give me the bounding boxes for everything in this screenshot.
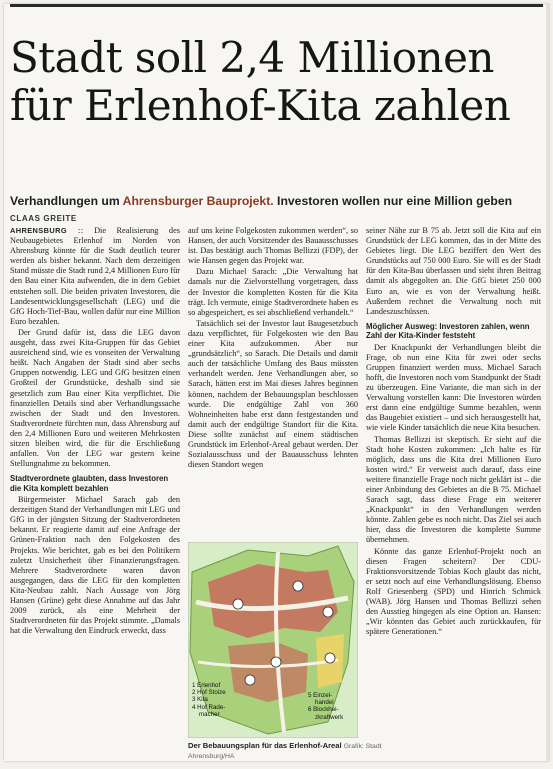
map-legend-left: 1 Erlenhof 2 Hof Stoize 3 Kita 4 Hof Rade- macher (192, 682, 226, 718)
author-byline: CLAAS GREITE (10, 214, 77, 223)
paragraph: Tatsächlich sei der Investor laut Baugesetzbuch dazu verpflichtet, für Folgekosten wie den Bau einer Kita aufzukommen. Aber nur „grundsätzlich“, so Sarach. Die Details und damit auch der tatsächliche Umfang des Baus müssten verhandelt werden. Jene Verhandlungen aber, so Sarach, hätten erst im Mai dieses Jahres beginnen können, nachdem der Bebauungsplan beschlossen wurde. Die endgültige Zahl von 360 Wohneinheiten habe erst dann festgestanden und damit auch der endgültige Standort für die Kita. Diese sollte zunächst auf einem städtischen Grundstück im Erlenhof-Areal gebaut werden. Der Sozialausschuss und der Bauausschuss lehnten diesen Standort wegen (188, 318, 358, 470)
article-column-1 (10, 226, 180, 637)
subline-text: Verhandlungen um (10, 194, 123, 208)
paragraph: Könnte das ganze Erlenhof-Projekt noch an diesen Fragen scheitern? Der CDU-Fraktionsvorsitzende Tobias Koch glaubt das nicht, er setzt noch auf eine Verhandlungslösung. Ebenso Rolf Griesenberg (SPD) und Hinrich Schmick (WAB). Jörg Hansen und Thomas Bellizzi sehen den Ausstieg hingegen als eine Option an. Hansen: „Wir könnten das Gebiet auch zurückkaufen, für spätere Generationen.“ (366, 546, 541, 637)
map-caption: Der Bebauungsplan für das Erlenhof-Areal Grafik: Stadt Ahrensburg/HA (188, 741, 382, 760)
paragraph: Bürgermeister Michael Sarach gab den derzeitigen Stand der Verhandlungen mit LEG und GfG in der jüngsten Sitzung der Stadtverordneten bekannt. Er reagierte damit auf eine Anfrage der Grünen-Fraktion nach den Folgekosten des Projekts. Wie berichtet, gab es bei den Politikern zuletzt Unsicherheit über Finanzierungsfragen. Mehrere Stadtverordnete waren davon ausgegangen, dass die LEG für den kompletten Kita-Neubau zahlt. Nach Aussage von Jörg Hansen (Grüne) geht diese Annahme auf das Jahr 2009 zurück, als eine Mehrheit der Stadtverordneten für das Projekt stimmte. „Damals hat die Verwaltung den Eindruck erweckt, dass (10, 495, 180, 636)
subline-highlight: Ahrensburger Bauprojekt. (122, 194, 274, 208)
subline-text-end: Investoren wollen nur eine Million geben (273, 194, 513, 208)
top-rule (10, 4, 543, 7)
intertitle: Möglicher Ausweg: Investoren zahlen, wenn Zahl der Kita-Kinder feststeht (366, 321, 530, 341)
map-legend-right: 5 Einzel- handel 6 Blockhei- zkraftwerk (308, 692, 344, 721)
paragraph: Dazu Michael Sarach: „Die Verwaltung hat damals nur die Zielvorstellung vorgetragen, dass der Investor die kompletten Kosten für die Kita trägt. Ich vermute, einige Stadtverordnete haben es so abgespeichert, es sei abschließend verhandelt.“ (188, 267, 358, 317)
headline-line-2: für Erlenhof-Kita zahlen (10, 81, 511, 130)
paragraph: Der Knackpunkt der Verhandlungen bleibt die Frage, ob nun eine Kita für zwei oder sechs Gruppen finanziert werden muss. Michael Sarach hofft, die Investoren noch vom Standpunkt der Stadt zu überzeugen. Eine Variante, die man sich in der Verwaltung vorstellen kann: Die Investoren würden erst dann eine endgültige Summe bezahlen, wenn das Baugebiet existiert – und sich herausgestellt hat, wie viele Kinder tatsächlich die neue Kita besuchen. (366, 342, 541, 433)
paragraph: Thomas Bellizzi ist skeptisch. Er sieht auf die Stadt hohe Kosten zukommen: „Ich halte es für möglich, dass uns die Kita drei Millionen Euro kosten wird.“ Er verweist auch darauf, dass eine weitere finanzielle Frage noch nicht geklärt ist – die einer Anbindung des Gebietes an die B 75. Michael Sarach sagt, dass diese Frage ein weiterer „Knackpunkt“ in den Verhandlungen werden könnte. Zahlen gebe es noch nicht. Das Ziel sei auch hier, dass die Investoren die komplette Summe übernehmen. (366, 434, 541, 545)
paragraph: seiner Nähe zur B 75 ab. Jetzt soll die Kita auf ein Grundstück der LEG kommen, das in der Mitte des Gebietes liegt. Die LEG beziffert den Wert des Grundstücks auf 750 000 Euro. Sie will es der Stadt für den Kita-Bau überlassen und sieht ihren Beitrag damit als abgegolten an. Die GfG bietet 250 000 Euro an, wie es von der Verwaltung heißt. Außerdem rechnet die Verwaltung noch mit Landeszuschüssen. (366, 226, 541, 316)
headline (10, 34, 541, 130)
paragraph: AHRENSBURG :: Die Realisierung des Neubaugebietes Erlenhof im Norden von Ahrensburg könnte für die Stadt deutlich teurer werden als bisher bekannt. Nach dem derzeitigen Stand müsste die Stadt rund 2,4 Millionen Euro für den Bau einer Kita aufwenden, die in dem Gebiet entstehen soll. Die beiden privaten Investoren, die Landesentwicklungsgesellschaft (LEG) und die GfG Hoch-Tief-Bau, wollen dafür nur eine Million Euro bezahlen. (10, 226, 180, 326)
paragraph: auf uns keine Folgekosten zukommen werden“, so Hansen, der auch Vorsitzender des Bauausschusses ist. Das bestätigt auch Thomas Bellizzi (FDP), der wie Hansen gegen das Projekt war. (188, 226, 358, 266)
article-column-3 (366, 226, 541, 638)
paragraph: Der Grund dafür ist, dass die LEG davon ausgeht, dass zwei Kita-Gruppen für das Gebiet ausreichend sind, wie es vonseiten der Verwaltung heißt. Nach Angaben der Stadt sind aber sechs Gruppen notwendig. LEG und GfG besitzen einen Großteil der Grundstücke, deshalb sind sie gesetzlich zum Bau einer Kita verpflichtet. Die finanziellen Details sind aber Verhandlungssache zwischen der Stadt und den Investoren. Stadtverordnete fürchten nun, dass Ahrensburg auf den 2,4 Millionen Euro und weiteren Mehrkosten sitzen bleiben wird, die für die Erschließung anfallen. Von der LEG war gestern keine Stellungnahme zu bekommen. (10, 327, 180, 469)
headline-line-1: Stadt soll 2,4 Millionen (10, 33, 494, 82)
newspaper-page (4, 4, 549, 761)
dateline: AHRENSBURG :: (10, 226, 84, 235)
subheadline (10, 194, 543, 208)
page-edge (546, 4, 549, 761)
development-plan-map (188, 542, 358, 738)
article-column-2 (188, 226, 358, 471)
intertitle: Stadtverordnete glaubten, dass Investoren die Kita komplett bezahlen (10, 474, 169, 493)
